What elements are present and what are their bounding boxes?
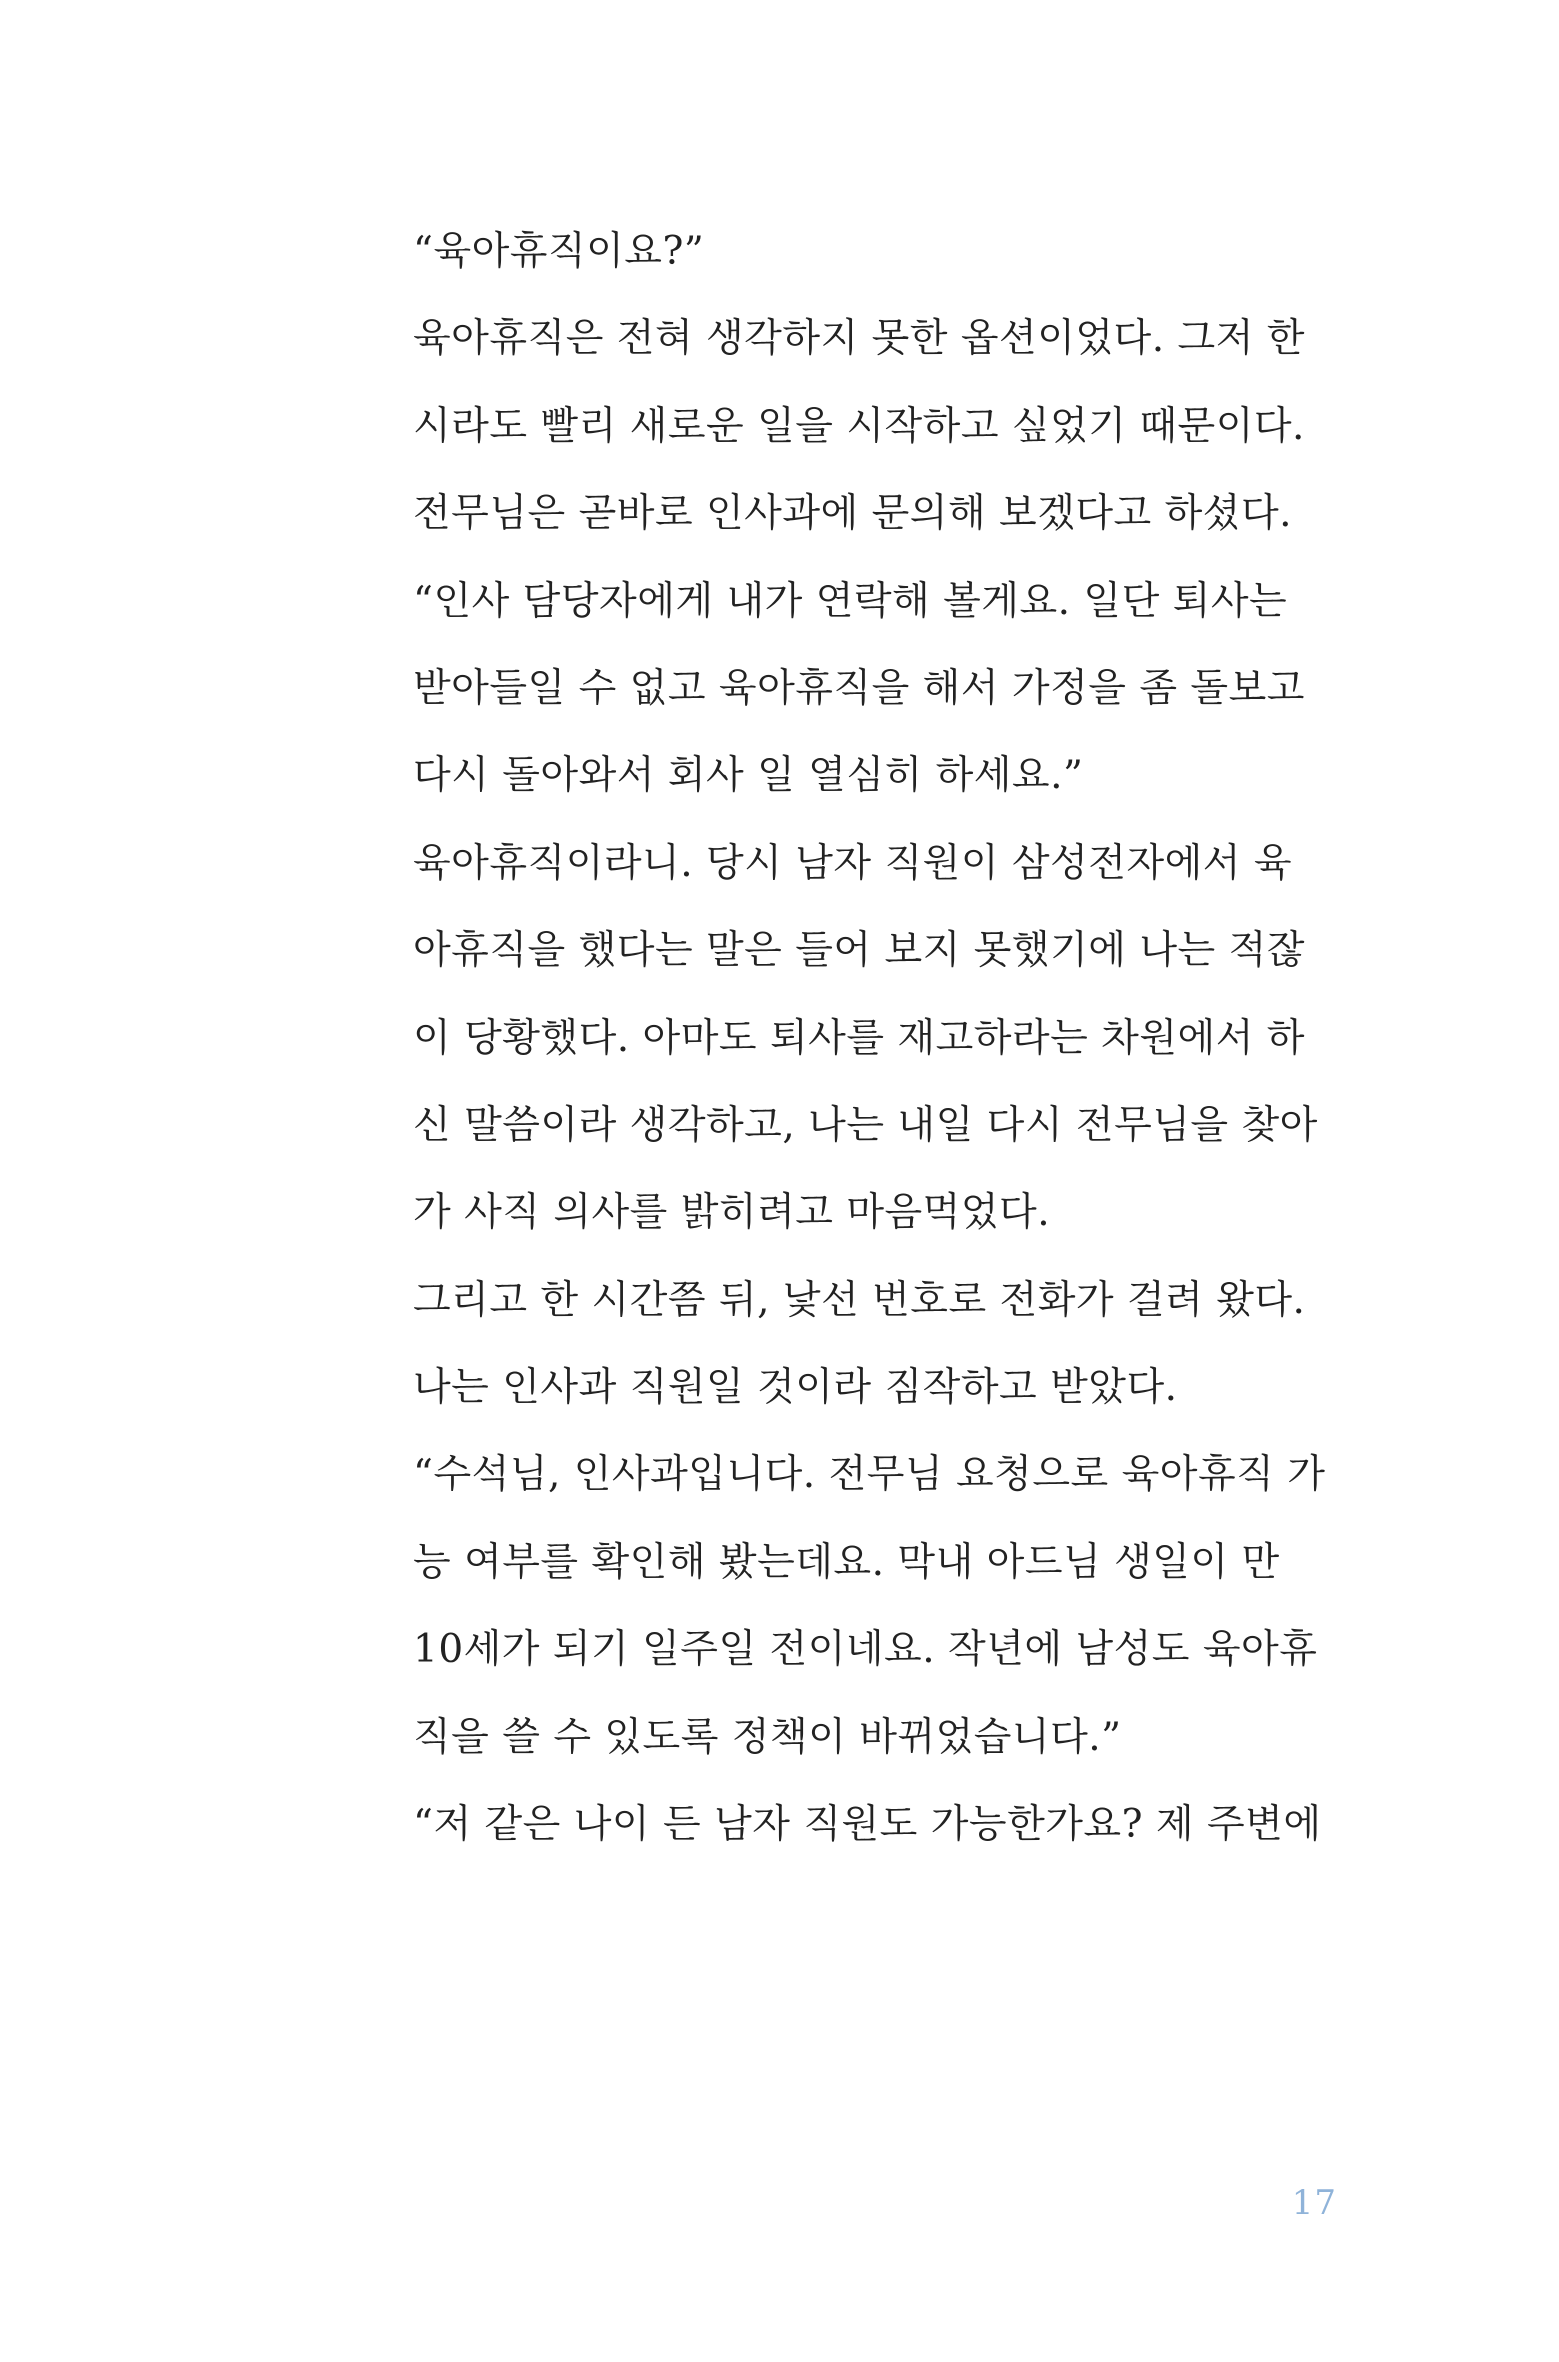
text-line: “수석님, 인사과입니다. 전무님 요청으로 육아휴직 가 [413,1452,1326,1498]
text-line: 이 당황했다. 아마도 퇴사를 재고하라는 차원에서 하 [413,1015,1305,1061]
text-line: 다시 돌아와서 회사 일 열심히 하세요.” [413,753,1084,799]
text-line: 10세가 되기 일주일 전이네요. 작년에 남성도 육아휴 [413,1627,1318,1673]
text-line: 받아들일 수 없고 육아휴직을 해서 가정을 좀 돌보고 [413,665,1305,711]
text-line: “육아휴직이요?” [413,229,705,274]
text-line: 직을 쓸 수 있도록 정책이 바뀌었습니다.” [413,1714,1122,1760]
page-number: 17 [1291,2183,1337,2223]
text-line: 능 여부를 확인해 봤는데요. 막내 아드님 생일이 만 [413,1539,1280,1585]
text-line: “인사 담당자에게 내가 연락해 볼게요. 일단 퇴사는 [413,578,1288,624]
text-line: 육아휴직은 전혀 생각하지 못한 옵션이었다. 그저 한 [413,316,1305,362]
text-line: 가 사직 의사를 밝히려고 마음먹었다. [413,1190,1051,1236]
text-line: “저 같은 나이 든 남자 직원도 가능한가요? 제 주변에 [413,1802,1322,1848]
text-line: 그리고 한 시간쯤 뒤, 낯선 번호로 전화가 걸려 왔다. [413,1277,1306,1323]
text-line: 전무님은 곧바로 인사과에 문의해 보겠다고 하셨다. [413,491,1293,537]
text-line: 신 말씀이라 생각하고, 나는 내일 다시 전무님을 찾아 [413,1102,1318,1148]
text-line: 아휴직을 했다는 말은 들어 보지 못했기에 나는 적잖 [413,928,1305,974]
text-line: 육아휴직이라니. 당시 남자 직원이 삼성전자에서 육 [413,840,1293,886]
text-line: 나는 인사과 직원일 것이라 짐작하고 받았다. [413,1365,1178,1411]
text-line: 시라도 빨리 새로운 일을 시작하고 싶었기 때문이다. [413,403,1305,449]
body-text [413,208,1353,1868]
